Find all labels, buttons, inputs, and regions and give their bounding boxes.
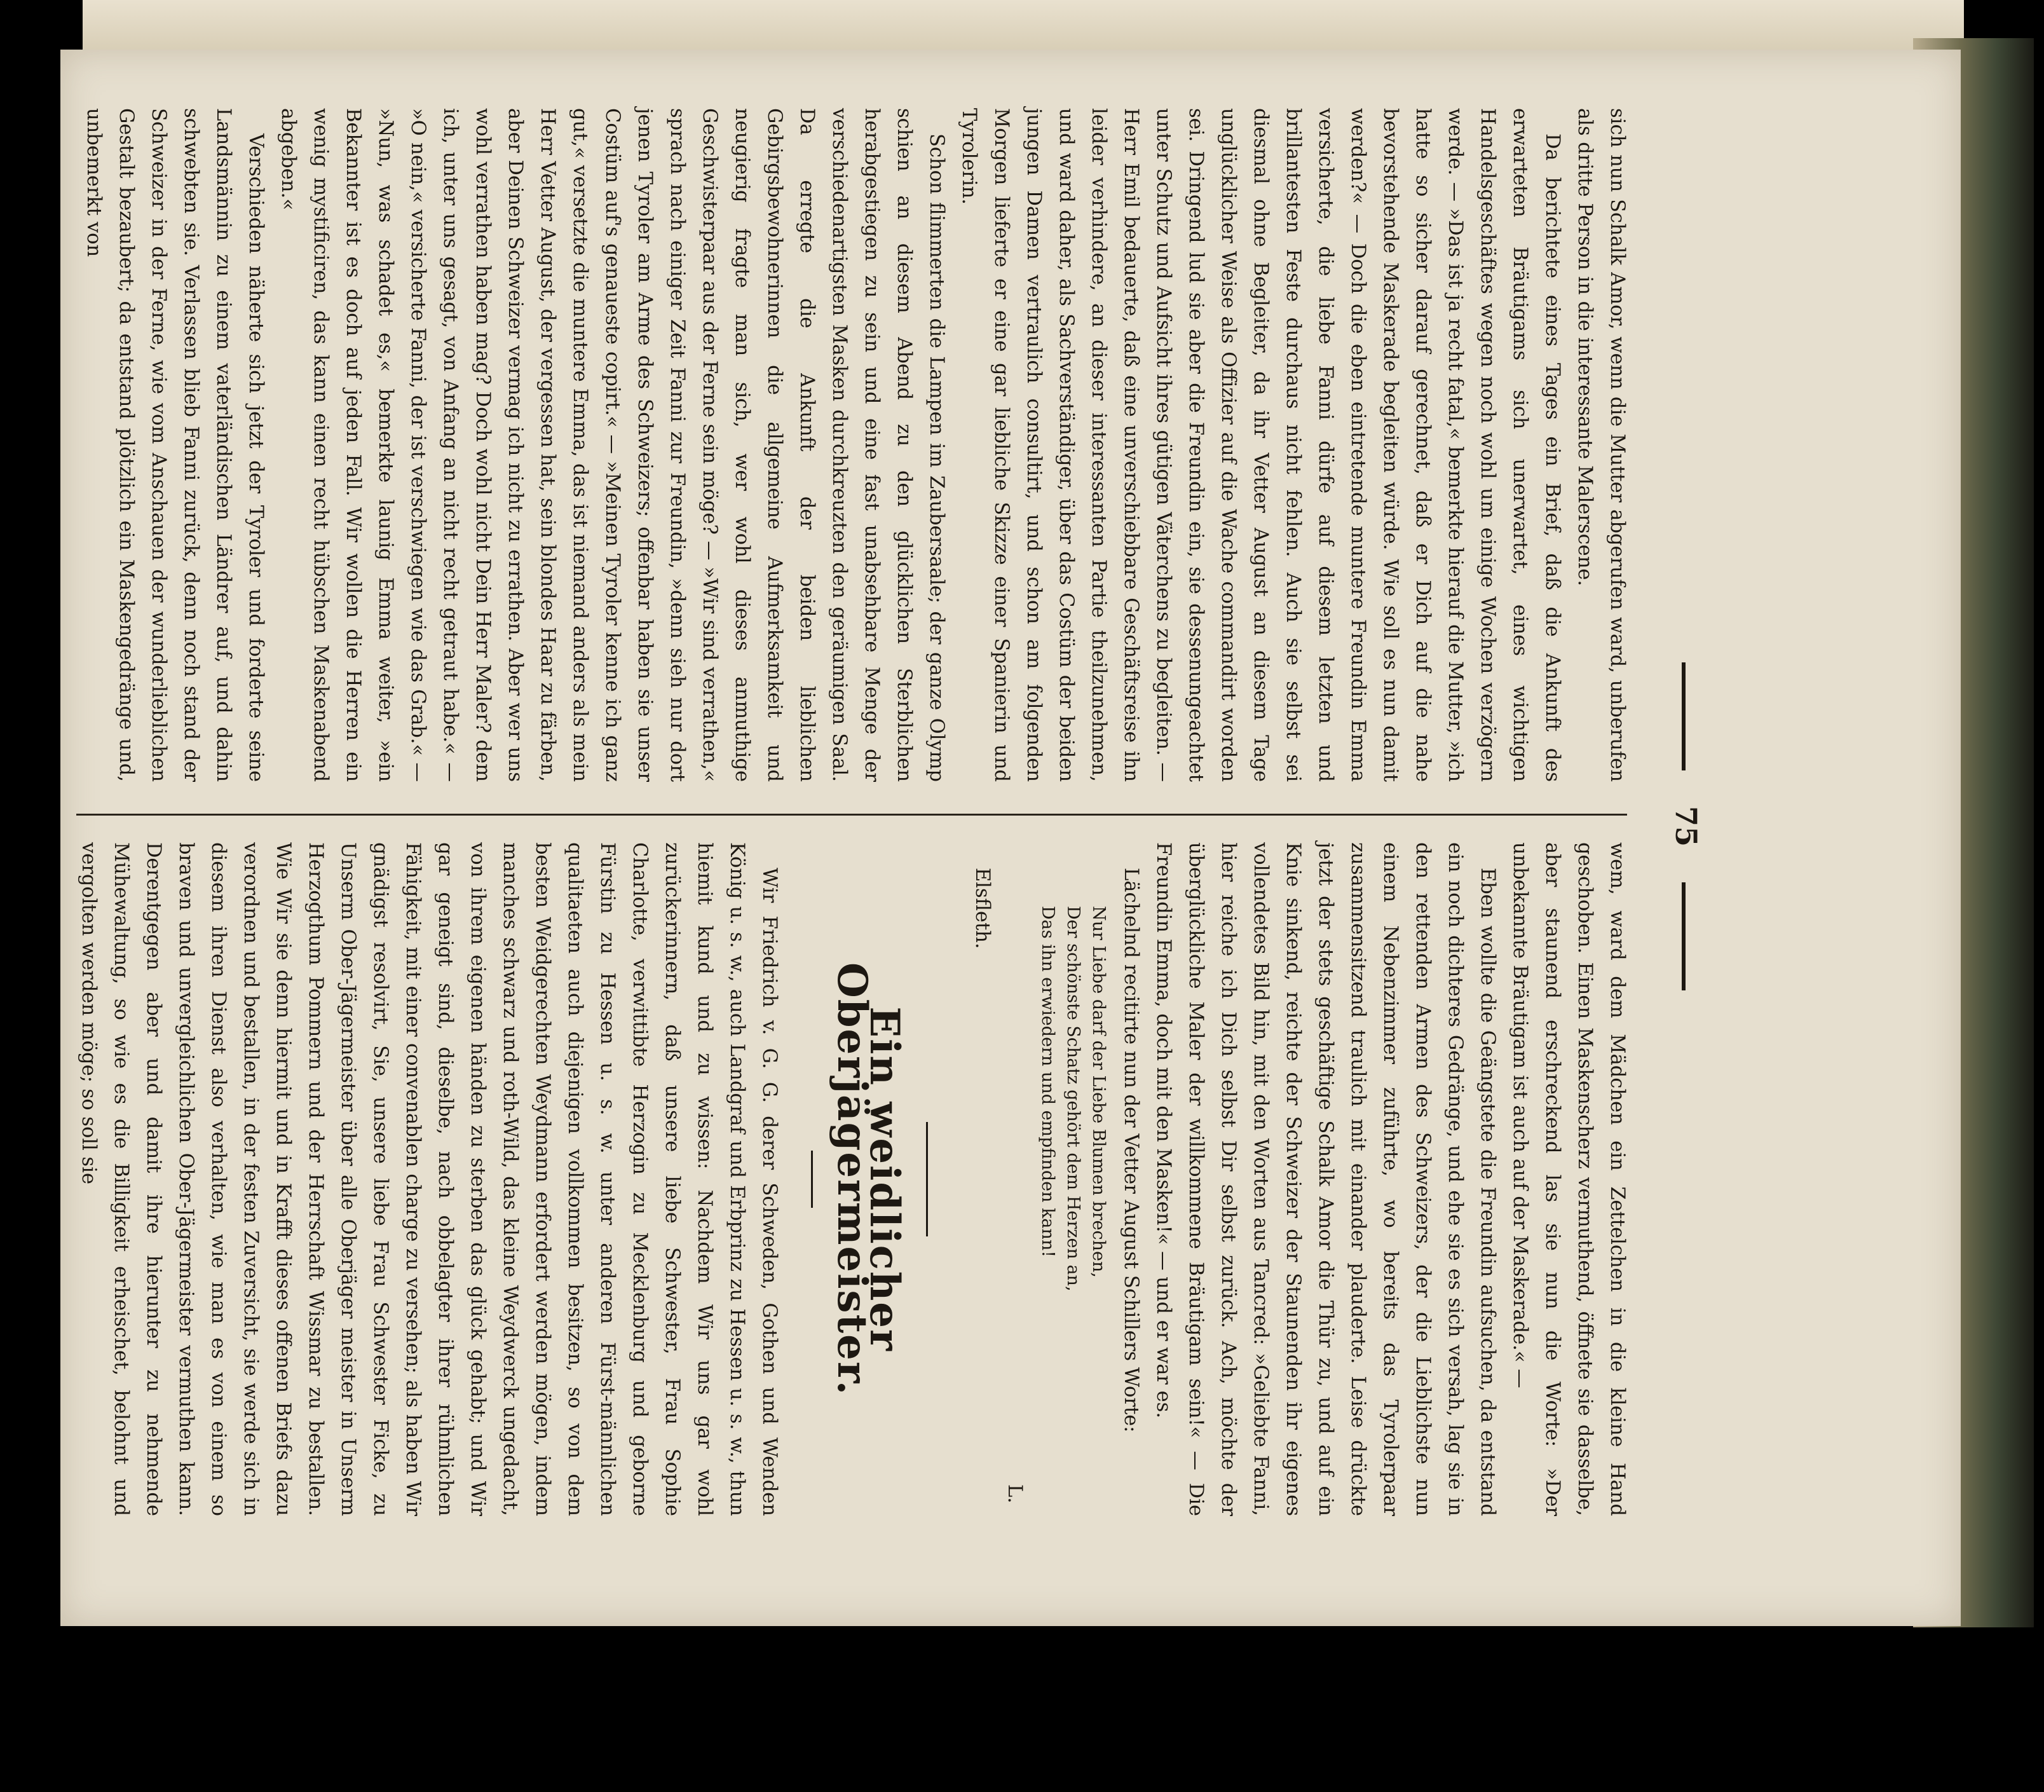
place-name: Elsfleth. bbox=[971, 868, 993, 949]
paragraph: Schon flimmerten die Lampen im Zaubersaale; der ganze Olymp schien an diesem Abend zu den glücklichen Sterblichen herabgestiegen zu sein und eine fast unabsehbare Menge der verschiedenartigsten Masken durchkreuzten den geräumigen Saal. Da erregte die Ankunft der beiden lieblichen Gebirgsbewohnerinnen die allgemeine Aufmerksamkeit und neugierig fragte man sich, wer wohl dieses anmuthige Geschwisterpaar aus der Ferne sein möge? — »Wir sind verrathen,« sprach nach einiger Zeit Fanni zur Freundin, »denn sieh nur dort jenen Tyroler am Arme des Schweizers; offenbar haben sie unser Costüm auf's genaueste copirt.« — »Meinen Tyroler kenne ich ganz gut,« versetzte die muntere Emma, das ist niemand anders als mein Herr Vetter August, der vergessen hat, sein blondes Haar zu färben, aber Deinen Schweizer vermag ich nicht zu errathen. Aber wer uns wohl verrathen haben mag? Doch wohl nicht Dein Herr Maler? dem ich, unter uns gesagt, von Anfang an nicht recht getraut habe.« — »O nein,« versicherte Fanni, der ist verschwiegen wie das Grab.« — »Nun, was schadet es,« bemerkte launig Emma weiter, »ein Bekannter ist es doch auf jeden Fall. Wir wollen die Herren ein wenig mystificiren, das kann einen recht hübschen Maskenabend abgeben.« bbox=[277, 108, 948, 782]
right-column bbox=[72, 842, 1633, 1516]
rotated-page-content bbox=[64, 108, 1703, 1545]
page-header bbox=[1665, 108, 1703, 1545]
verse-line: Der schönste Schatz gehört dem Herzen an, bbox=[1063, 906, 1083, 1292]
previous-page-edge bbox=[83, 0, 1964, 51]
author-signature: L. bbox=[1004, 1484, 1026, 1503]
paragraph: wem, ward dem Mädchen ein Zettelchen in die kleine Hand geschoben. Einen Maskenscherz vermuthend, öffnete sie dasselbe, aber staunend erschreckend las sie nun die Worte: »Der unbekannte Bräutigam ist auch auf der Maskerade.« — bbox=[1509, 842, 1628, 1516]
header-rule-right bbox=[1682, 882, 1686, 990]
verse-line: Das ihn erwiedern und empfinden kann! bbox=[1038, 906, 1058, 1258]
article-paragraph: Wir Friedrich v. G. G. derer Schweden, Gothen und Wenden König u. s. w., auch Landgraf und Erbprinz zu Hessen u. s. w., thun hiemit kund und zu wissen: Nachdem Wir uns gar wohl zurückerinnern, daß unsere liebe Schwester, Frau Sophie Charlotte, verwittibte Herzogin zu Mecklenburg und geborne Fürstin zu Hessen u. s. w. unter anderen Fürst-männlichen qualitaeten auch diejenigen vollkommen besitzen, so von dem besten Weidgerechten Weydmann erfordert werden mögen, indem manches schwarz und roth-Wild, das kleine Weydwerck ungedacht, von ihrem eigenen händen zu sterben das glück gehabt; und Wir gar geneigt sind, dieselbe, nach obbelagter ihrer rühmlichen Fähigkeit, mit einer convenablen charge zu versehen; als haben Wir gnädigst resolvirt, Sie, unsere liebe Frau Schwester Ficke, zu Unserm Ober-Jägermeister über alle Oberjäger meister in Unserm Herzogthum Pommern und der Herrschaft Wissmar zu bestallen. Wie Wir sie denn hiermit und in Krafft dieses offenen Briefs dazu verordnen und bestallen, in der festen Zuversicht, sie werde sich in diesem ihren Dienst also verhalten, wie man es von einem so braven und unvergleichlichen Ober-Jägermeister vermuthen kann. Derentgegen aber und damit ihre hierunter zu nehmende Mühewaltung, so wie es die Billigkeit erheischet, belohnt und vergolten werden möge; so soll sie bbox=[78, 842, 780, 1516]
paragraph: Da berichtete eines Tages ein Brief, daß die Ankunft des erwarteten Bräutigams sich unerwartet, eines wichtigen Handelsgeschäftes wegen noch wohl um einige Wochen verzögern werde. — »Das ist ja recht fatal,« bemerkte hierauf die Mutter, »ich hatte so sicher darauf gerechnet, daß er Dich auf die nahe bevorstehende Maskerade begleiten würde. Wie soll es nun damit werden?« — Doch die eben eintretende muntere Freundin Emma versicherte, die liebe Fanni dürfe auf diesem letzten und brillantesten Feste durchaus nicht fehlen. Auch sie selbst sei diesmal ohne Begleiter, da ihr Vetter August an diesem Tage unglücklicher Weise als Offizier auf die Wache commandirt worden sei. Dringend lud sie aber die Freundin ein, sie dessenungeachtet unter Schutz und Aufsicht ihres gütigen Väterchens zu begleiten. — Herr Emil bedauerte, daß eine unverschiebbare Geschäftsreise ihn leider verhindere, an dieser interessanten Partie theilzunehmen, und ward daher, als Sachverständiger, über das Costüm der beiden jungen Damen vertraulich consultirt, und schon am folgenden Morgen lieferte er eine gar liebliche Skizze einer Spanierin und Tyrolerin. bbox=[958, 108, 1564, 782]
page-number: 75 bbox=[1669, 805, 1703, 847]
paragraph: Lächelnd recitirte nun der Vetter August Schillers Worte: bbox=[1120, 868, 1142, 1433]
header-rule-left bbox=[1682, 662, 1686, 770]
paragraph: Verschieden näherte sich jetzt der Tyroler und forderte seine Landsmännin zu einem vaterländischen Ländrer auf, und dahin schwebten sie. Verlassen blieb Fanni zurück, denn noch stand der Schweizer in der Ferne, wie vom Anschauen der wunderlieblichen Gestalt bezaubert; da entstand plötzlich ein Maskengedränge und, unbemerkt von bbox=[83, 108, 267, 782]
verse-line: Nur Liebe darf der Liebe Blumen brechen, bbox=[1089, 906, 1108, 1278]
verse-quote bbox=[1035, 842, 1111, 1516]
paragraph: Eben wollte die Geängstete die Freundin aufsuchen, da entstand ein noch dichteres Gedränge, und ehe sie es sich versah, lag sie in den rettenden Armen des Schweizers, der die Lieblichste nun einem Nebenzimmer zuführte, wo bereits das Tyrolerpaar zusammensitzend traulich mit einander plauderte. Leise drückte jetzt der stets geschäftige Schalk Amor die Thür zu, und auf ein Knie sinkend, reichte der Schweizer der Staunenden ihr eigenes vollendetes Bild hin, mit den Worten aus Tancred: »Geliebte Fanni, hier reiche ich Dich selbst Dir selbst zurück. Ach, möchte der überglückliche Maler der willkommene Bräutigam sein!« — Die Freundin Emma, doch mit den Masken!« — und er war es. bbox=[1152, 842, 1499, 1516]
paragraph: sich nun Schalk Amor, wenn die Mutter abgerufen ward, unberufen als dritte Person in die interessante Malerscene. bbox=[1574, 108, 1628, 782]
title-underline bbox=[811, 1151, 813, 1208]
column-divider bbox=[76, 814, 1627, 816]
article-title: Ein weidlicher Oberjägermeister. bbox=[828, 962, 908, 1396]
left-column bbox=[78, 108, 1633, 782]
section-separator bbox=[926, 1122, 928, 1236]
